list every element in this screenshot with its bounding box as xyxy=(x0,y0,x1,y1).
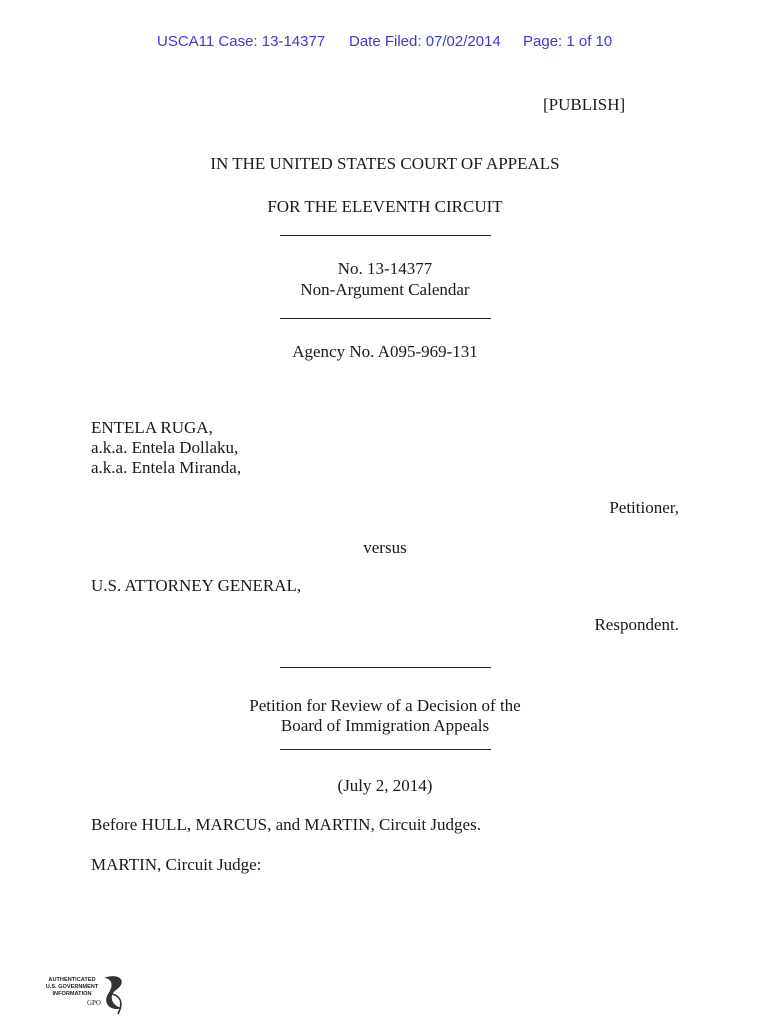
header-page-count: Page: 1 of 10 xyxy=(523,33,613,50)
court-title-line1: IN THE UNITED STATES COURT OF APPEALS xyxy=(210,154,560,173)
decision-date: (July 2, 2014) xyxy=(337,776,433,795)
logo-line3: INFORMATION xyxy=(52,991,92,997)
panel-judges: Before HULL, MARCUS, and MARTIN, Circuit Judges. xyxy=(91,815,481,834)
gpo-authentication-logo xyxy=(42,972,134,1018)
divider-line xyxy=(280,235,491,236)
eagle-icon xyxy=(104,976,122,1009)
calendar-type: Non-Argument Calendar xyxy=(300,280,470,299)
respondent-name: U.S. ATTORNEY GENERAL, xyxy=(91,576,302,595)
header-case-number: USCA11 Case: 13-14377 xyxy=(157,33,326,50)
court-title-line2: FOR THE ELEVENTH CIRCUIT xyxy=(267,197,503,216)
divider-line xyxy=(280,318,491,319)
opinion-author: MARTIN, Circuit Judge: xyxy=(91,855,262,874)
case-number: No. 13-14377 xyxy=(337,259,433,278)
divider-line xyxy=(280,749,491,750)
publish-tag: [PUBLISH] xyxy=(543,95,626,114)
agency-number: Agency No. A095-969-131 xyxy=(292,342,478,361)
logo-line1: AUTHENTICATED xyxy=(48,977,96,983)
logo-line4: GPO xyxy=(86,999,102,1007)
petitioner-role: Petitioner, xyxy=(609,498,679,517)
petition-description-line1: Petition for Review of a Decision of the xyxy=(249,696,521,715)
petitioner-alias-1: a.k.a. Entela Dollaku, xyxy=(91,438,239,457)
header-date-filed: Date Filed: 07/02/2014 xyxy=(349,33,501,50)
respondent-role: Respondent. xyxy=(594,615,679,634)
logo-line2: U.S. GOVERNMENT xyxy=(45,984,99,990)
petitioner-name: ENTELA RUGA, xyxy=(91,418,213,437)
divider-line xyxy=(280,667,491,668)
versus-text: versus xyxy=(363,538,407,557)
petitioner-alias-2: a.k.a. Entela Miranda, xyxy=(91,458,242,477)
petition-description-line2: Board of Immigration Appeals xyxy=(280,716,490,735)
